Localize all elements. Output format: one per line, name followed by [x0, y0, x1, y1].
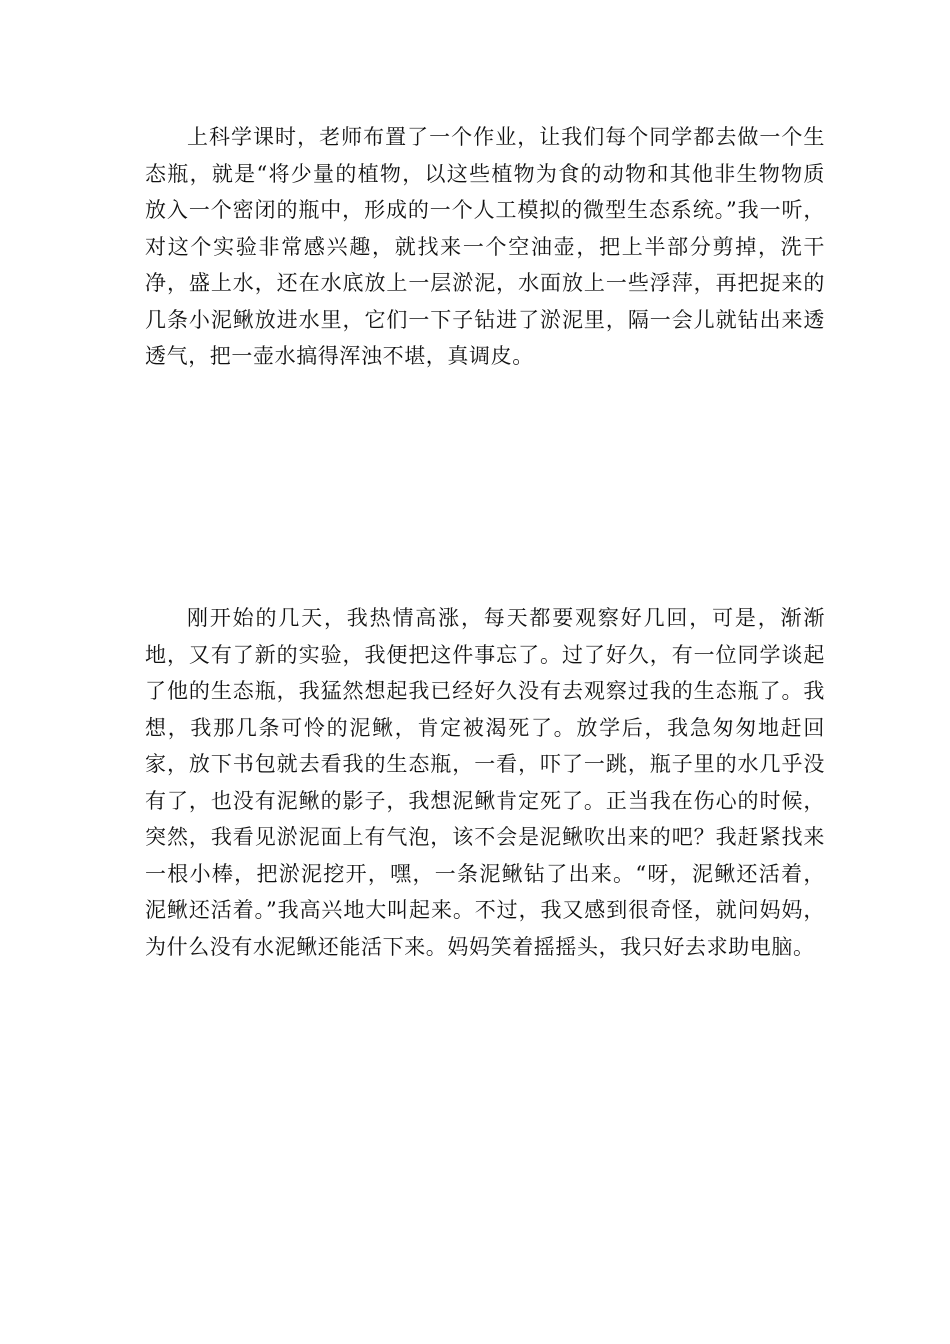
paragraph-1: 上科学课时，老师布置了一个作业，让我们每个同学都去做一个生态瓶，就是“将少量的植物，以这些植物为食的动物和其他非生物物质放入一个密闭的瓶中，形成的一个人工模拟的微型生态系统。”我一听，对这个实验非常感兴趣，就找来一个空油壶，把上半部分剪掉，洗干净，盛上水，还在水底放上一层淤泥，水面放上一些浮萍，再把捉来的几条小泥鳅放进水里，它们一下子钻进了淤泥里，隔一会儿就钻出来透透气，把一壶水搞得浑浊不堪，真调皮。 [145, 125, 825, 368]
paragraph-2: 刚开始的几天，我热情高涨，每天都要观察好几回，可是，渐渐地，又有了新的实验，我便把这件事忘了。过了好久，有一位同学谈起了他的生态瓶，我猛然想起我已经好久没有去观察过我的生态瓶了。我想，我那几条可怜的泥鳅，肯定被渴死了。放学后，我急匆匆地赶回家，放下书包就去看我的生态瓶，一看，吓了一跳，瓶子里的水几乎没有了，也没有泥鳅的影子，我想泥鳅肯定死了。正当我在伤心的时候，突然，我看见淤泥面上有气泡，该不会是泥鳅吹出来的吧？我赶紧找来一根小棒，把淤泥挖开，嘿，一条泥鳅钻了出来。“呀，泥鳅还活着，泥鳅还活着。”我高兴地大叫起来。不过，我又感到很奇怪，就问妈妈，为什么没有水泥鳅还能活下来。妈妈笑着摇摇头，我只好去求助电脑。 [145, 606, 825, 959]
